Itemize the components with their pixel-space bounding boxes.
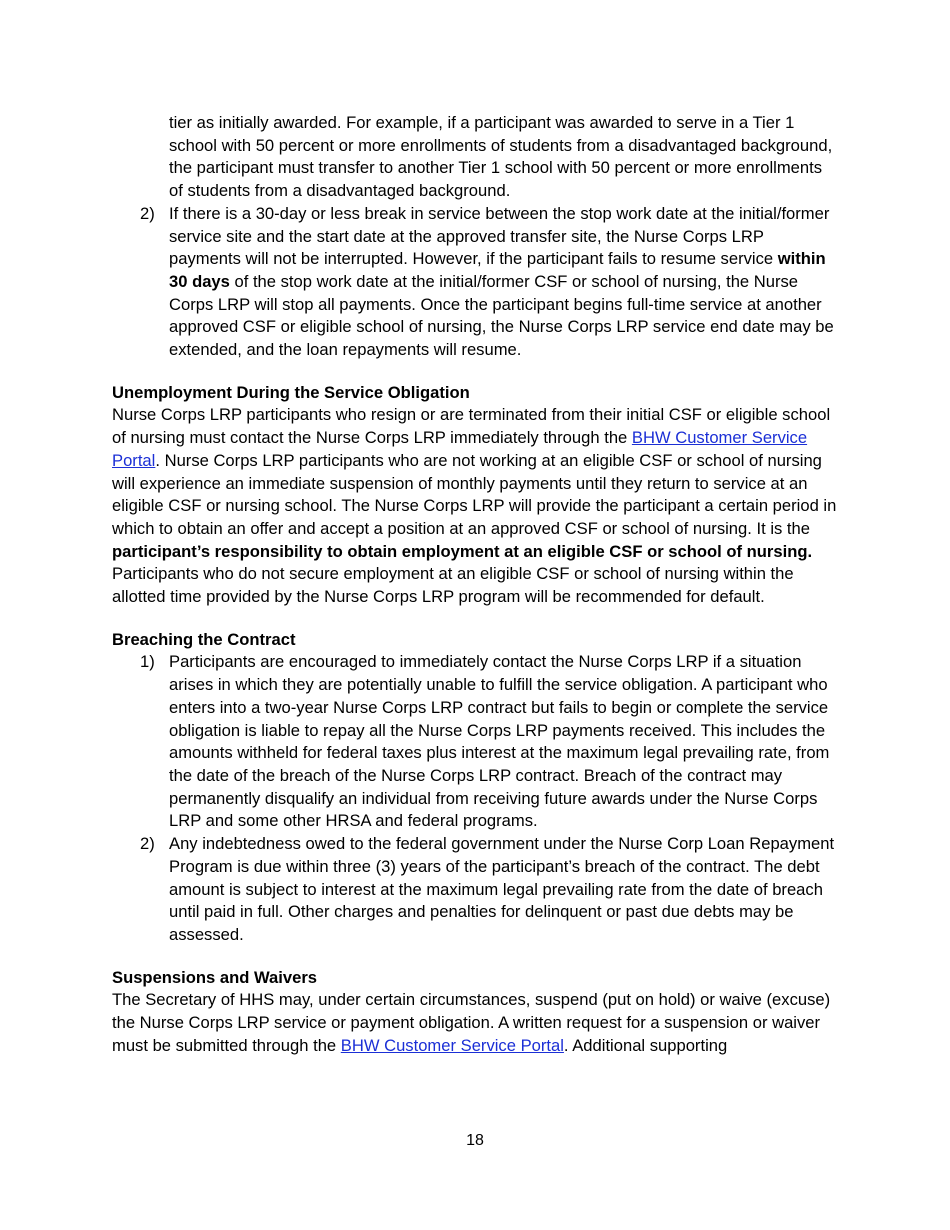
unemployment-paragraph: Nurse Corps LRP participants who resign or are terminated from their initial CSF or eligible school of nursing must contact the Nurse Corps LRP immediately through the BHW Customer Service Portal. Nurse Corps LRP participants who are not working at an eligible CSF or school of nursing will experience an immediate suspension of monthly payments until they return to service at an eligible CSF or nursing school. The Nurse Corps LRP will provide the participant a certain period in which to obtain an offer and accept a position at an approved CSF or school of nursing. It is the participant’s responsibility to obtain employment at an eligible CSF or school of nursing. Participants who do not secure employment at an eligible CSF or school of nursing within the allotted time provided by the Nurse Corps LRP program will be recommended for default.	[112, 405, 837, 607]
section-heading-unemployment: Unemployment During the Service Obligation	[112, 382, 470, 402]
section-heading-breach: Breaching the Contract	[112, 629, 296, 649]
bhw-customer-service-portal-link[interactable]: BHW Customer Service Portal	[112, 428, 808, 470]
intro-continuation: tier as initially awarded. For example, if a participant was awarded to serve in a Tier 1 school with 50 percent or more enrollments of students from a disadvantaged background, the participant must transfer to another Tier 1 school with 50 percent or more enrollments of students from a disadvantaged background.	[169, 113, 833, 201]
bhw-customer-service-portal-link[interactable]: BHW Customer Service Portal	[340, 1035, 564, 1055]
breach-item-1	[112, 651, 838, 833]
responsibility-emphasis: participant’s responsibility to obtain employment at an eligible CSF or school of nursing.	[112, 541, 813, 561]
item-text: Participants are encouraged to immediately contact the Nurse Corps LRP if a situation arises in which they are potentially unable to fulfill the service obligation. A participant who enters into a two-year Nurse Corps LRP contract but fails to begin or complete the service obligation is liable to repay all the Nurse Corps LRP payments received. This includes the amounts withheld for federal taxes plus interest at the maximum legal prevailing rate, from the date of the breach of the Nurse Corps LRP contract. Breach of the contract may permanently disqualify an individual from receiving future awards under the Nurse Corps LRP and some other HRSA and federal programs.	[169, 652, 830, 831]
item-text: If there is a 30-day or less break in service between the stop work date at the initial/former service site and the start date at the approved transfer site, the Nurse Corps LRP payments will not be interrupted. However, if the participant fails to resume service within 30 days of the stop work date at the initial/former CSF or school of nursing, the Nurse Corps LRP will stop all payments. Once the participant begins full-time service at another approved CSF or eligible school of nursing, the Nurse Corps LRP service end date may be extended, and the loan repayments will resume.	[169, 203, 834, 360]
transfer-item-2	[112, 203, 838, 362]
suspensions-paragraph: The Secretary of HHS may, under certain circumstances, suspend (put on hold) or waive (excuse) the Nurse Corps LRP service or payment obligation. A written request for a suspension or waiver must be submitted through the BHW Customer Service Portal. Additional supporting	[112, 990, 831, 1055]
list-number: 1)	[140, 652, 155, 672]
list-number: 2)	[140, 834, 155, 854]
list-number: 2)	[140, 203, 155, 223]
breach-item-2	[112, 833, 838, 947]
emphasis-30-days: within 30 days	[169, 249, 826, 291]
section-heading-suspensions: Suspensions and Waivers	[112, 967, 318, 987]
page-number: 18	[466, 1132, 484, 1149]
document-page	[112, 112, 838, 1057]
item-text: Any indebtedness owed to the federal government under the Nurse Corp Loan Repayment Program is due within three (3) years of the participant’s breach of the contract. The debt amount is subject to interest at the maximum legal prevailing rate from the date of breach until paid in full. Other charges and penalties for delinquent or past due debts may be assessed.	[169, 834, 835, 944]
